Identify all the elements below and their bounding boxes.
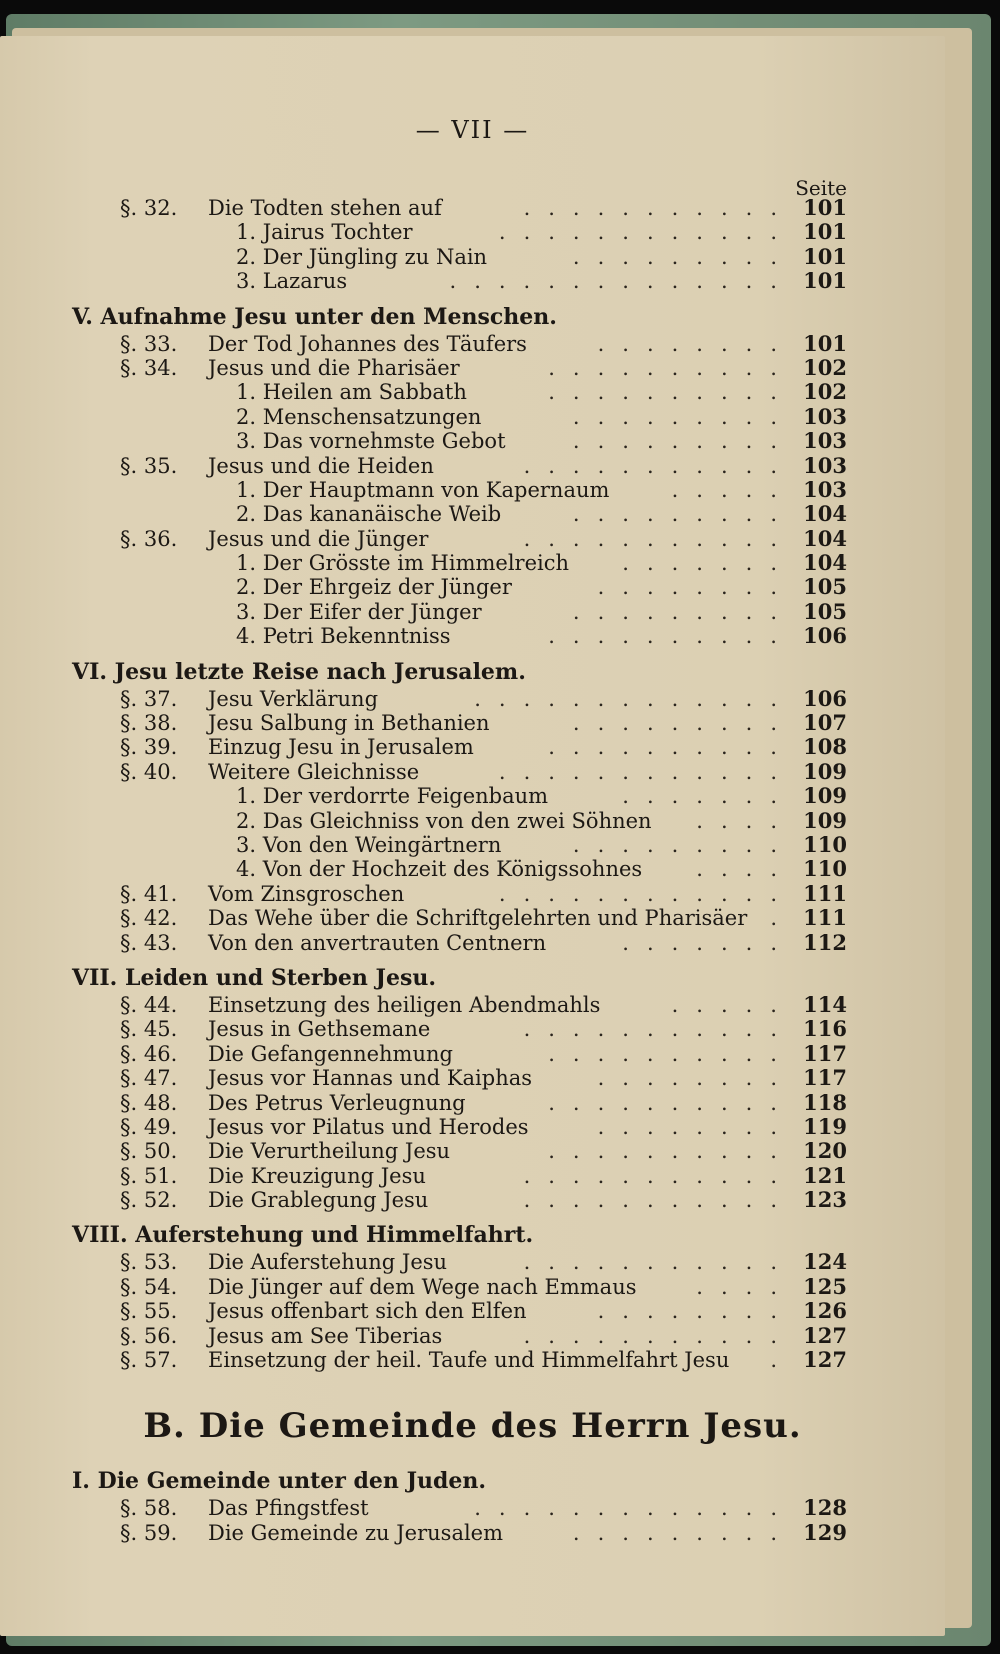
page-number: 101 (803, 330, 847, 356)
page-number: 111 (803, 880, 847, 906)
section-number: §. 38. (120, 711, 178, 736)
entry-title: 2. Menschensatzungen (236, 404, 482, 429)
toc-row (0, 882, 945, 906)
entry-title: 4. Von der Hochzeit des Königssohnes (236, 857, 643, 882)
toc-row (0, 711, 945, 735)
dot-leader: ........... (523, 453, 795, 478)
page-number: 101 (803, 268, 847, 294)
toc-row (0, 857, 945, 881)
entry-title: 2. Der Ehrgeiz der Jünger (236, 575, 512, 600)
entry-title: 1. Der Hauptmann von Kapernaum (236, 477, 610, 502)
dot-leader: ........... (523, 1163, 795, 1188)
entry-title: Die Auferstehung Jesu (208, 1250, 448, 1275)
toc-row (0, 1091, 945, 1115)
book-page (0, 36, 945, 1636)
dot-leader: ............ (498, 220, 795, 245)
dot-leader: .......... (548, 380, 795, 405)
entry-title: 1. Jairus Tochter (236, 220, 413, 245)
toc-row (0, 1348, 945, 1372)
dot-leader: ......... (572, 244, 795, 269)
page-number: 117 (803, 1065, 847, 1091)
page-number: 107 (803, 710, 847, 736)
dot-leader: .... (696, 1274, 795, 1299)
toc-row (0, 551, 945, 575)
dot-leader: ....... (622, 551, 795, 576)
dot-leader: ....... (622, 930, 795, 955)
dot-leader: ........... (523, 1323, 795, 1348)
section-number: §. 39. (120, 735, 178, 760)
toc-row (0, 1066, 945, 1090)
page-number: 125 (803, 1273, 847, 1299)
dot-leader: ........ (597, 575, 795, 600)
page-number: 129 (803, 1519, 847, 1545)
entry-title: Weitere Gleichnisse (208, 759, 420, 784)
section-heading: VII. Leiden und Sterben Jesu. (72, 964, 436, 991)
toc-row (0, 784, 945, 808)
dot-leader: ............ (498, 759, 795, 784)
toc-row (0, 1496, 945, 1520)
page-number: 110 (803, 831, 847, 857)
section-number: §. 33. (120, 331, 178, 356)
dot-leader: .......... (548, 1139, 795, 1164)
entry-title: Jesus vor Pilatus und Herodes (208, 1114, 529, 1139)
page-number: 120 (803, 1138, 847, 1164)
section-number: §. 34. (120, 355, 178, 380)
page-number: 127 (803, 1347, 847, 1373)
page-number: 102 (803, 379, 847, 405)
dot-leader: .... (696, 857, 795, 882)
toc-row (0, 527, 945, 551)
section-number: §. 43. (120, 930, 178, 955)
entry-title: Einsetzung der heil. Taufe und Himmelfahrt Jesu (208, 1348, 730, 1373)
section-number: §. 50. (120, 1139, 178, 1164)
entry-title: Jesu Verklärung (208, 686, 379, 711)
table-of-contents (0, 196, 945, 1545)
page-number: 105 (803, 598, 847, 624)
toc-row (0, 600, 945, 624)
entry-title: Von den anvertrauten Centnern (208, 930, 547, 955)
entry-title: 2. Das kananäische Weib (236, 502, 502, 527)
section-number: §. 42. (120, 906, 178, 931)
entry-title: Die Gemeinde zu Jerusalem (208, 1520, 504, 1545)
dot-leader: .......... (548, 355, 795, 380)
section-number: §. 45. (120, 1017, 178, 1042)
section-number: §. 41. (120, 881, 178, 906)
entry-title: 2. Das Gleichniss von den zwei Söhnen (236, 808, 652, 833)
page-number: 112 (803, 929, 847, 955)
section-heading: VI. Jesu letzte Reise nach Jerusalem. (72, 658, 526, 685)
toc-row (0, 833, 945, 857)
toc-row (0, 687, 945, 711)
dot-leader: ............ (498, 881, 795, 906)
entry-title: 3. Der Eifer der Jünger (236, 599, 482, 624)
section-number: §. 49. (120, 1114, 178, 1139)
page-number: 116 (803, 1016, 847, 1042)
dot-leader: .............. (449, 269, 795, 294)
page-number: 103 (803, 428, 847, 454)
section-number: §. 59. (120, 1520, 178, 1545)
entry-title: 1. Der verdorrte Feigenbaum (236, 784, 549, 809)
dot-leader: ....... (622, 784, 795, 809)
entry-title: 3. Lazarus (236, 269, 348, 294)
entry-title: Jesus und die Pharisäer (208, 355, 460, 380)
dot-leader: .... (696, 808, 795, 833)
dot-leader: ......... (572, 429, 795, 454)
page-number: 103 (803, 476, 847, 502)
page-number: 126 (803, 1298, 847, 1324)
entry-title: Die Todten stehen auf (208, 196, 442, 220)
entry-title: Die Gefangennehmung (208, 1041, 453, 1066)
dot-leader: ........... (523, 196, 795, 220)
entry-title: Das Pfingstfest (208, 1496, 369, 1521)
toc-row (0, 809, 945, 833)
section-number: §. 53. (120, 1250, 178, 1275)
entry-title: Jesus offenbart sich den Elfen (208, 1299, 527, 1324)
section-number: §. 40. (120, 759, 178, 784)
entry-title: Jesus vor Hannas und Kaiphas (208, 1066, 533, 1091)
page-number: 121 (803, 1162, 847, 1188)
page-number: 106 (803, 623, 847, 649)
toc-row (0, 478, 945, 502)
page-number: 104 (803, 550, 847, 576)
section-number: §. 55. (120, 1299, 178, 1324)
entry-title: Jesus und die Jünger (208, 526, 429, 551)
entry-title: Jesu Salbung in Bethanien (208, 711, 490, 736)
toc-row (0, 1521, 945, 1545)
toc-row (0, 575, 945, 599)
entry-title: Jesus am See Tiberias (208, 1323, 443, 1348)
dot-leader: ........... (523, 1250, 795, 1275)
seite-label: Seite (795, 176, 847, 200)
toc-row (0, 245, 945, 269)
section-number: §. 37. (120, 686, 178, 711)
toc-row (0, 624, 945, 648)
section-heading: VIII. Auferstehung und Himmelfahrt. (72, 1222, 534, 1249)
dot-leader: ........ (597, 1114, 795, 1139)
entry-title: 2. Der Jüngling zu Nain (236, 244, 488, 269)
entry-title: Die Jünger auf dem Wege nach Emmaus (208, 1274, 637, 1299)
dot-leader: ........ (597, 1299, 795, 1324)
toc-row (0, 1164, 945, 1188)
page-number: 101 (803, 195, 847, 220)
toc-row (0, 735, 945, 759)
page-number: 118 (803, 1089, 847, 1115)
page-number: 110 (803, 856, 847, 882)
dot-leader: ..... (671, 477, 795, 502)
page-number: 109 (803, 783, 847, 809)
page-header: — VII — (415, 116, 530, 144)
toc-row (0, 993, 945, 1017)
entry-title: Jesus in Gethsemane (208, 1017, 431, 1042)
dot-leader: . (770, 1348, 795, 1373)
page-number: 104 (803, 501, 847, 527)
toc-row (0, 1250, 945, 1274)
dot-leader: ......... (572, 599, 795, 624)
section-number: §. 35. (120, 453, 178, 478)
section-number: §. 58. (120, 1496, 178, 1521)
page-number: 109 (803, 758, 847, 784)
dot-leader: ......... (572, 502, 795, 527)
page-number: 103 (803, 452, 847, 478)
page-number: 101 (803, 243, 847, 269)
toc-row (0, 332, 945, 356)
toc-row (0, 1275, 945, 1299)
toc-row (0, 1017, 945, 1041)
page-number: 123 (803, 1187, 847, 1213)
dot-leader: ............. (474, 1496, 795, 1521)
entry-title: Die Grablegung Jesu (208, 1188, 429, 1213)
toc-row (0, 1139, 945, 1163)
toc-row (0, 454, 945, 478)
toc-row (0, 931, 945, 955)
toc-row (0, 760, 945, 784)
toc-row (0, 196, 945, 220)
dot-leader: ............. (474, 686, 795, 711)
entry-title: 3. Von den Weingärtnern (236, 832, 502, 857)
entry-title: Des Petrus Verleugnung (208, 1090, 466, 1115)
part-title: B. Die Gemeinde des Herrn Jesu. (143, 1406, 802, 1447)
toc-row (0, 906, 945, 930)
section-number: §. 51. (120, 1163, 178, 1188)
section-number: §. 54. (120, 1274, 178, 1299)
toc-row (0, 220, 945, 244)
page-number: 128 (803, 1495, 847, 1521)
page-number: 117 (803, 1040, 847, 1066)
section-number: §. 56. (120, 1323, 178, 1348)
entry-title: 3. Das vornehmste Gebot (236, 429, 506, 454)
section-heading: V. Aufnahme Jesu unter den Menschen. (72, 303, 557, 330)
entry-title: Einzug Jesu in Jerusalem (208, 735, 474, 760)
dot-leader: ........ (597, 331, 795, 356)
dot-leader: ........... (523, 526, 795, 551)
entry-title: Der Tod Johannes des Täufers (208, 331, 527, 356)
page-number: 102 (803, 354, 847, 380)
section-number: §. 36. (120, 526, 178, 551)
entry-title: Die Kreuzigung Jesu (208, 1163, 426, 1188)
dot-leader: ......... (572, 404, 795, 429)
entry-title: Einsetzung des heiligen Abendmahls (208, 992, 601, 1017)
section-heading: I. Die Gemeinde unter den Juden. (72, 1468, 487, 1495)
section-number: §. 44. (120, 992, 178, 1017)
entry-title: 4. Petri Bekenntniss (236, 624, 451, 649)
dot-leader: .......... (548, 1041, 795, 1066)
page-number: 103 (803, 403, 847, 429)
dot-leader: . (770, 906, 795, 931)
page-number: 101 (803, 219, 847, 245)
page-number: 109 (803, 807, 847, 833)
toc-row (0, 1115, 945, 1139)
entry-title: 1. Heilen am Sabbath (236, 380, 467, 405)
toc-row (0, 429, 945, 453)
dot-leader: ......... (572, 711, 795, 736)
entry-title: Das Wehe über die Schriftgelehrten und Pharisäer (208, 906, 748, 931)
section-number: §. 46. (120, 1041, 178, 1066)
dot-leader: .......... (548, 1090, 795, 1115)
toc-row (0, 380, 945, 404)
dot-leader: ..... (671, 992, 795, 1017)
page-number: 119 (803, 1113, 847, 1139)
dot-leader: ........... (523, 1188, 795, 1213)
page-number: 127 (803, 1322, 847, 1348)
section-number: §. 57. (120, 1348, 178, 1373)
toc-row (0, 1299, 945, 1323)
entry-title: Die Verurtheilung Jesu (208, 1139, 451, 1164)
toc-row (0, 405, 945, 429)
page-number: 124 (803, 1249, 847, 1275)
section-number: §. 52. (120, 1188, 178, 1213)
dot-leader: ........... (523, 1017, 795, 1042)
page-number: 105 (803, 574, 847, 600)
entry-title: 1. Der Grösste im Himmelreich (236, 551, 570, 576)
page-number: 106 (803, 685, 847, 711)
dot-leader: .......... (548, 624, 795, 649)
toc-row (0, 1188, 945, 1212)
page-number: 114 (803, 991, 847, 1017)
toc-row (0, 1042, 945, 1066)
dot-leader: .......... (548, 735, 795, 760)
section-number: §. 48. (120, 1090, 178, 1115)
entry-title: Jesus und die Heiden (208, 453, 434, 478)
page-number: 108 (803, 734, 847, 760)
dot-leader: ......... (572, 1520, 795, 1545)
page-number: 104 (803, 525, 847, 551)
section-number: §. 32. (120, 196, 178, 220)
page-number: 111 (803, 905, 847, 931)
dot-leader: ......... (572, 832, 795, 857)
dot-leader: ........ (597, 1066, 795, 1091)
toc-row (0, 356, 945, 380)
entry-title: Vom Zinsgroschen (208, 881, 405, 906)
toc-row (0, 502, 945, 526)
section-number: §. 47. (120, 1066, 178, 1091)
toc-row (0, 269, 945, 293)
toc-row (0, 1324, 945, 1348)
